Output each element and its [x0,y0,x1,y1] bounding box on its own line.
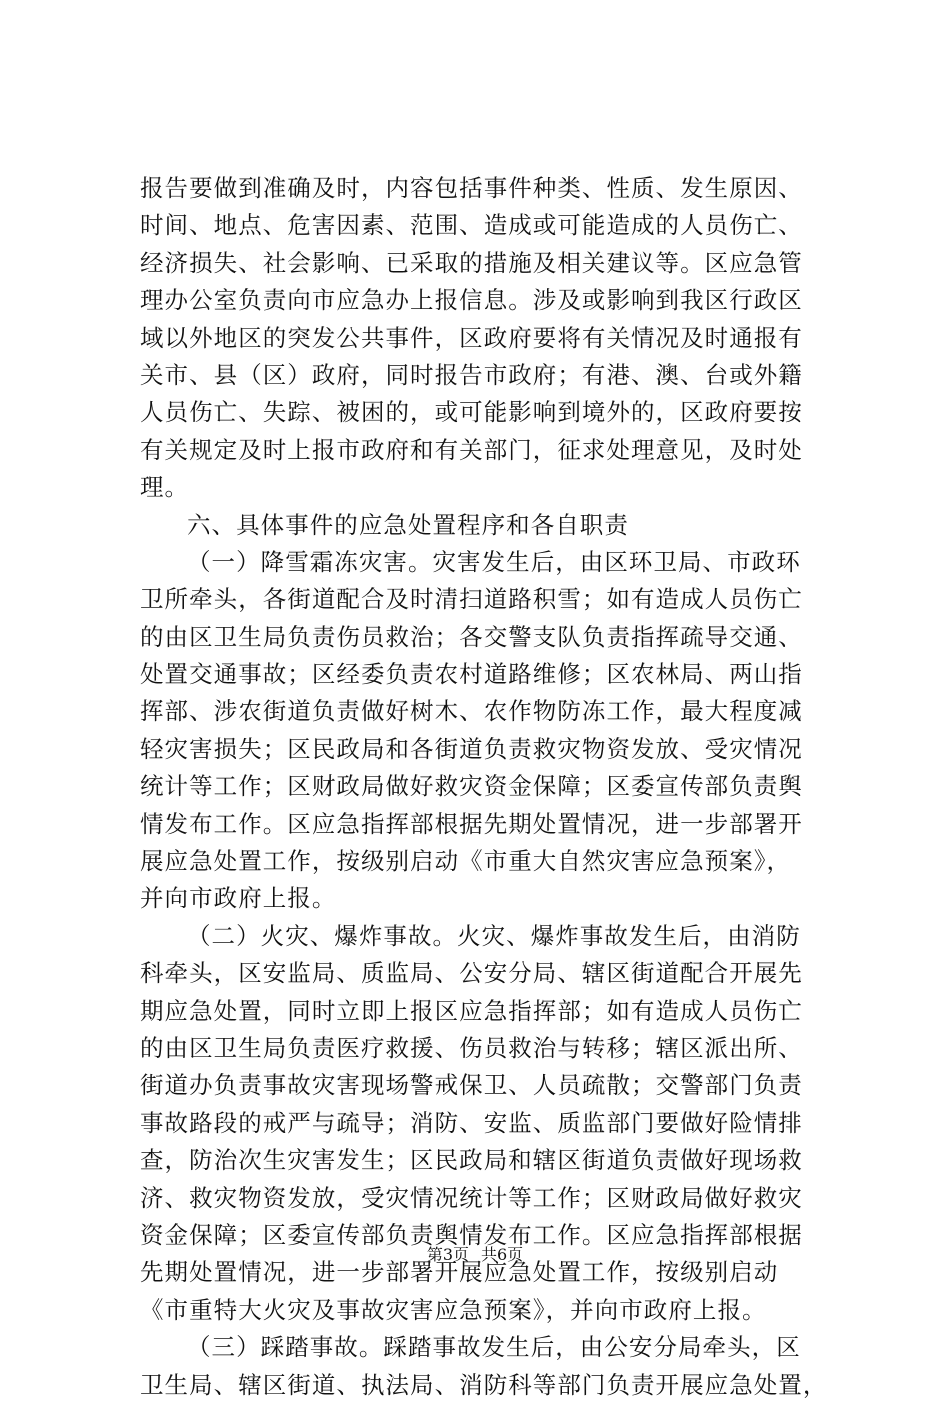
text-line: 有关规定及时上报市政府和有关部门，征求处理意见，及时处 [140,435,803,464]
text-line: 展应急处置工作，按级别启动《市重大自然灾害应急预案》， [140,847,792,876]
text-line: 先期处置情况，进一步部署开展应急处置工作，按级别启动 [140,1258,779,1287]
text-line: （三）踩踏事故。踩踏事故发生后，由公安分局牵头，区 [187,1333,801,1362]
body-text [140,170,840,1404]
text-line: （一）降雪霜冻灾害。灾害发生后，由区环卫局、市政环 [187,547,801,576]
text-line: 的由区卫生局负责伤员救治；各交警支队负责指挥疏导交通、 [140,622,803,651]
page-total: 共6页 [481,1245,524,1264]
text-line: 六、具体事件的应急处置程序和各自职责 [187,510,629,539]
text-line: 挥部、涉农街道负责做好树木、农作物防冻工作，最大程度减 [140,697,803,726]
text-line: 理。 [140,473,190,502]
text-line: 时间、地点、危害因素、范围、造成或可能造成的人员伤亡、 [140,211,803,240]
text-line: 人员伤亡、失踪、被困的，或可能影响到境外的，区政府要按 [140,398,803,427]
page-number: 第3页 [426,1245,469,1264]
text-line: 理办公室负责向市应急办上报信息。涉及或影响到我区行政区 [140,286,803,315]
text-line: 卫所牵头，各街道配合及时清扫道路积雪；如有造成人员伤亡 [140,585,803,614]
text-line: 街道办负责事故灾害现场警戒保卫、人员疏散；交警部门负责 [140,1071,803,1100]
text-line: 卫生局、辖区街道、执法局、消防科等部门负责开展应急处置， [140,1370,828,1399]
page-footer [0,1243,950,1267]
text-line: 域以外地区的突发公共事件，区政府要将有关情况及时通报有 [140,323,803,352]
text-line: 并向市政府上报。 [140,884,337,913]
text-line: 查，防治次生灾害发生；区民政局和辖区街道负责做好现场救 [140,1146,803,1175]
text-line: 报告要做到准确及时，内容包括事件种类、性质、发生原因、 [140,174,803,202]
text-line: 《市重特大火灾及事故灾害应急预案》，并向市政府上报。 [140,1295,767,1324]
text-line: 处置交通事故；区经委负责农村道路维修；区农林局、两山指 [140,660,803,689]
text-line: 关市、县（区）政府，同时报告市政府；有港、澳、台或外籍 [140,360,803,389]
text-line: 的由区卫生局负责医疗救援、伤员救治与转移；辖区派出所、 [140,1033,803,1062]
text-line: 期应急处置，同时立即上报区应急指挥部；如有造成人员伤亡 [140,996,803,1025]
text-line: 事故路段的戒严与疏导；消防、安监、质监部门要做好险情排 [140,1108,803,1137]
text-line: 资金保障；区委宣传部负责舆情发布工作。区应急指挥部根据 [140,1220,803,1249]
text-line: 科牵头，区安监局、质监局、公安分局、辖区街道配合开展先 [140,959,803,988]
text-line: 统计等工作；区财政局做好救灾资金保障；区委宣传部负责舆 [140,772,803,801]
text-line: 经济损失、社会影响、已采取的措施及相关建议等。区应急管 [140,248,803,277]
text-line: 轻灾害损失；区民政局和各街道负责救灾物资发放、受灾情况 [140,734,803,763]
text-line: （二）火灾、爆炸事故。火灾、爆炸事故发生后，由消防 [187,921,801,950]
text-line: 情发布工作。区应急指挥部根据先期处置情况，进一步部署开 [140,809,803,838]
text-line: 济、救灾物资发放，受灾情况统计等工作；区财政局做好救灾 [140,1183,803,1212]
